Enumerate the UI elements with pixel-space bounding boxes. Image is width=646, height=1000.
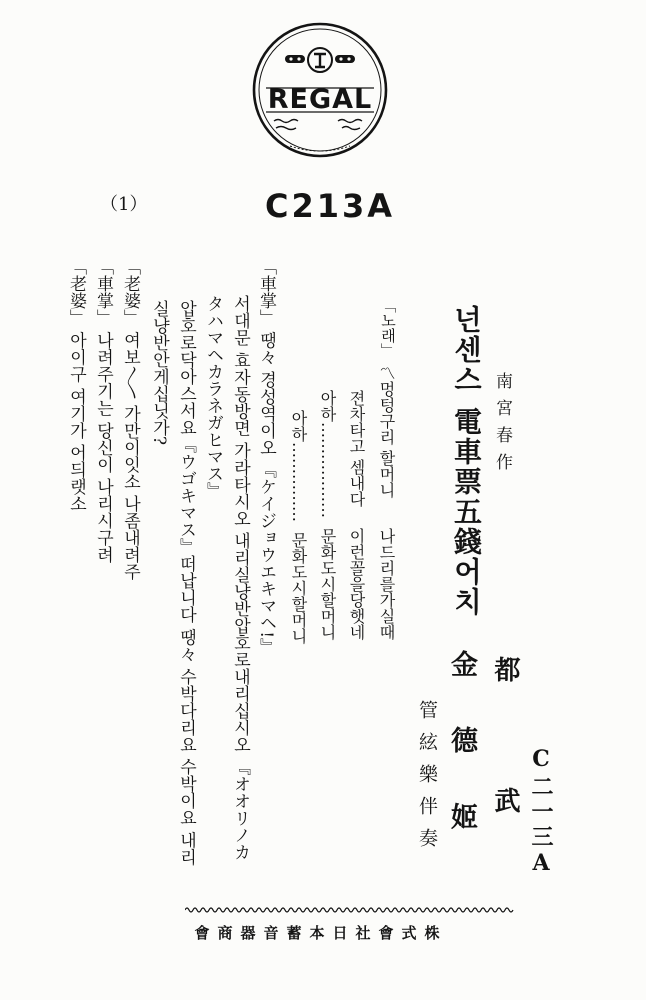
performer-1: 都 武 <box>490 656 520 862</box>
logo-script-left <box>274 120 298 130</box>
dialogue-line-1: 「車掌」 땡々 경성역이오 『ケイジョウエキマヘ!』 <box>256 258 276 656</box>
logo-side-badge-left <box>285 55 305 63</box>
footer-company: 株式會社日本蓄音器商會 <box>194 924 448 942</box>
author-credit: 南宮春作 <box>492 372 512 480</box>
song-line-3-first: 아하……………… <box>318 390 337 518</box>
song-label: 「노래」 <box>379 298 397 358</box>
song-line-1-second: 나드리를가실때 <box>377 528 396 640</box>
logo-brand-text: REGAL <box>267 84 373 115</box>
dialogue-line-5: 실냥반안게십닛가? <box>149 300 169 446</box>
accompaniment-credit: 管絃樂伴奏 <box>416 700 438 860</box>
dialogue-line-4: 압호로닥아스서요『ウゴキマス』떠납니다 땡々 수박다리요 수박이요 내리 <box>176 300 196 866</box>
side-number: （1） <box>100 194 148 215</box>
song-line-4-second: 문화도시할머니 <box>289 532 308 644</box>
song-line-4-first: 아하…………… <box>289 410 308 522</box>
dialogue-line-2: 서대문 효자동방면 가라타시오 내리실냥반압호로내리십시오 『オオリノカ <box>230 295 250 861</box>
regal-logo <box>250 18 390 164</box>
song-line-1-first: 〽멍텅구리 할머니 <box>377 365 396 499</box>
record-title: 넌센스 電車票五錢어치 <box>450 305 483 617</box>
song-line-2-first: 젼차타고 셈내다 <box>347 390 366 508</box>
catalog-number-vertical: C二一三A <box>528 746 554 879</box>
dialogue-line-8: 「老婆」 아이구 여기가 어듸랫소 <box>66 258 86 513</box>
footer-wavy-line <box>185 908 513 912</box>
dialogue-line-3: タハマヘカラネガヒマス』 <box>203 295 223 499</box>
record-number: C213A <box>265 187 396 225</box>
dialogue-line-6: 「老婆」 여보〱 가만이잇소 나좀내려주 <box>120 258 140 581</box>
song-line-3-second: 문화도시할머니 <box>318 528 337 640</box>
logo-script-right <box>338 120 362 130</box>
logo-side-badge-right <box>335 55 355 63</box>
logo-emblem-icon <box>308 48 332 72</box>
song-line-2-second: 이런꼴을당햇네 <box>347 528 366 640</box>
footer-wavy-divider <box>185 903 515 917</box>
performer-2: 金 德 姬 <box>446 650 477 850</box>
dialogue-line-7: 「車掌」 나려주기는 당신이 나리시구려 <box>93 258 113 564</box>
